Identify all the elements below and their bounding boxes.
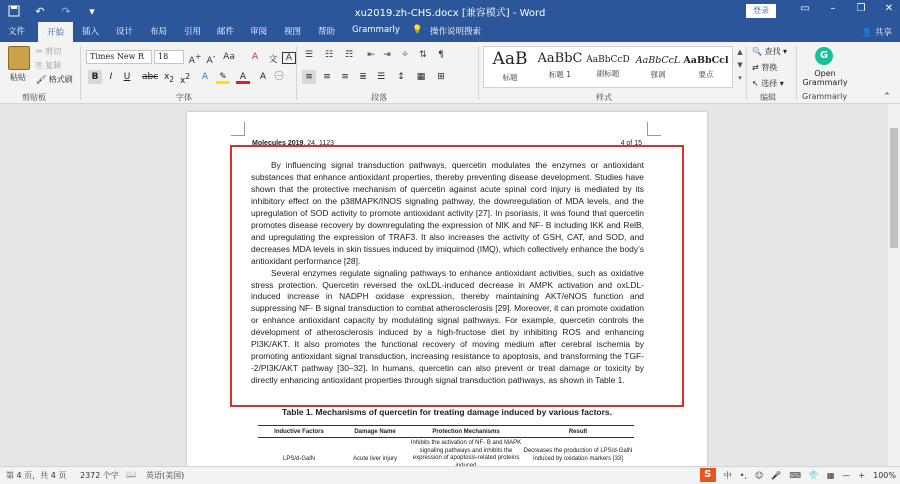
status-bar <box>0 466 900 484</box>
table-header: Result <box>568 429 588 435</box>
page-count[interactable]: 第 4 页，共 4 页 <box>6 471 67 480</box>
body-text[interactable] <box>251 160 644 387</box>
separator <box>80 46 81 100</box>
table-header: Damage Name <box>354 429 396 435</box>
italic-button[interactable]: I <box>109 72 113 82</box>
style-strong-sample: AaBbCcl <box>683 55 729 66</box>
grid-icon[interactable]: ▦ <box>826 470 835 480</box>
table-header: Protection Mechanisms <box>432 429 500 435</box>
bullets-icon[interactable]: ☰ <box>304 50 314 60</box>
align-left-icon[interactable]: ≡ <box>302 70 316 84</box>
separator <box>746 46 747 100</box>
font-size-select[interactable]: 18 <box>154 50 184 64</box>
header-volume: , 24, 1123 <box>303 140 335 147</box>
header-year: 2019 <box>287 140 304 147</box>
open-grammarly-button[interactable] <box>800 69 850 87</box>
table-cell: Decreases the production of LPS/d-GalN induced by oxidation markers [33] <box>523 448 633 462</box>
phonetic-icon[interactable]: 文 <box>268 55 278 65</box>
clear-format-icon[interactable]: A <box>251 52 259 62</box>
styles-scroll[interactable]: ▲ ▼ ▾ <box>737 48 743 82</box>
shrink-font-icon[interactable]: A- <box>206 52 216 66</box>
superscript-button[interactable]: $x^2$ <box>179 72 191 86</box>
tab-layout[interactable]: 布局 <box>150 27 168 37</box>
table-title: Table 1. Mechanisms of quercetin for treating damage induced by various factors. <box>281 407 612 417</box>
microphone-icon[interactable]: 🎤 <box>771 470 782 480</box>
style-subtitle-sample: AaBbCcD <box>586 55 630 65</box>
tab-insert[interactable]: 插入 <box>82 27 100 37</box>
replace-label: 替换 <box>761 63 778 72</box>
restore-icon[interactable]: ❐ <box>856 3 866 14</box>
increase-indent-icon[interactable]: ⇥ <box>383 50 391 60</box>
tab-design[interactable]: 设计 <box>116 27 134 37</box>
tab-home[interactable]: 开始 <box>38 22 73 42</box>
proofing-icon[interactable]: 📖 <box>126 470 136 479</box>
decrease-indent-icon[interactable]: ⇤ <box>367 50 375 60</box>
open-grammarly-label: Open <box>814 69 836 78</box>
paste-icon[interactable] <box>8 46 30 70</box>
ime-mode[interactable]: 中 <box>723 470 732 480</box>
editing-group-label: 编辑 <box>760 93 776 102</box>
scrollbar-thumb[interactable] <box>890 128 898 248</box>
distributed-icon[interactable]: ☰ <box>376 72 386 82</box>
font-color-icon[interactable]: A <box>236 70 250 84</box>
font-group-label: 字体 <box>176 93 192 102</box>
select-label: 选择 <box>761 79 778 88</box>
tab-help[interactable]: 帮助 <box>318 27 336 37</box>
cursor-icon: ↖ <box>752 79 759 88</box>
multilevel-list-icon[interactable]: ☶ <box>344 50 354 60</box>
zoom-slider[interactable]: — <box>842 470 851 480</box>
table-header: Inductive Factors <box>274 429 324 435</box>
style-subtitle-name: 副标题 <box>596 69 620 78</box>
select-button[interactable]: ↖ 选择 ▾ <box>752 79 784 88</box>
ribbon-display-icon[interactable]: ▭ <box>800 3 810 14</box>
ribbon <box>0 42 900 104</box>
styles-group-label: 样式 <box>596 93 612 102</box>
find-label: 查找 <box>764 47 781 56</box>
style-strong-name: 要点 <box>698 70 714 79</box>
style-heading1-name: 标题 1 <box>548 70 572 79</box>
grammarly-group-label: Grammarly <box>802 92 848 101</box>
customize-icon[interactable]: ▾ <box>89 4 95 18</box>
tab-mailings[interactable]: 邮件 <box>217 27 235 37</box>
format-painter-label: 格式刷 <box>48 75 73 84</box>
vertical-scrollbar[interactable] <box>888 104 900 466</box>
text-effects-icon[interactable]: A <box>201 72 209 82</box>
table-header-row <box>258 426 634 438</box>
replace-icon: ⇄ <box>752 63 759 72</box>
subscript-button[interactable]: $x_2$ <box>163 72 175 84</box>
numbering-icon[interactable]: ☷ <box>324 50 334 60</box>
ime-logo-icon[interactable]: S <box>700 468 716 482</box>
tab-view[interactable]: 视图 <box>284 27 302 37</box>
style-strong[interactable] <box>682 49 730 87</box>
copy-button[interactable]: ⎘ 复制 <box>36 61 61 70</box>
tab-references[interactable]: 引用 <box>184 27 202 37</box>
style-subtitle[interactable] <box>584 49 632 87</box>
paragraph-1[interactable]: By influencing signal transduction pathways, quercetin modulates the enzymes or antioxidant substances that enhance antioxidant properties, thereby preventing disease development. Studies have shown that the protective mechanism of quercetin against acute spinal cord injury is mediated by its inhibitory effect on the p38MAPK/INOS signaling pathway, the downregulation of MDA levels, and the upregulation of SOD activity to promote antioxidant activity [27]. In psoriasis, it was found that quercetin promotes disease recovery by downregulating the expression of NIK and NF- B including IKK and RelB, and upregulating the expression of TRAF3. It also increases the activity of GSH, CAT, and SOD, and decreases MDA levels in skin tissues induced by imiquimod (IMQ), which collectively enhance the body’s antioxidant performance [28]. <box>251 160 644 266</box>
styles-gallery <box>483 46 733 88</box>
crop-mark <box>647 122 661 136</box>
keyboard-icon[interactable]: ⌨ <box>789 470 801 480</box>
ribbon-tabs <box>0 22 900 42</box>
lightbulb-icon: 💡 <box>412 25 423 35</box>
show-marks-icon[interactable]: ¶ <box>438 50 444 60</box>
tab-file[interactable]: 文件 <box>8 27 26 37</box>
paste-button[interactable]: 粘贴 <box>10 73 26 82</box>
mechanisms-table <box>258 425 634 470</box>
word-count[interactable]: 2372 个字 <box>80 471 119 480</box>
borders-icon[interactable]: ⊞ <box>437 72 445 82</box>
highlight-icon[interactable]: ✎ <box>216 70 230 84</box>
open-grammarly-label2: Grammarly <box>802 78 848 87</box>
minimize-icon[interactable]: – <box>830 3 836 14</box>
search-icon: 🔍 <box>752 47 762 56</box>
language-indicator[interactable]: 英语(美国) <box>146 471 185 480</box>
style-emphasis-sample: AaBbCcL <box>635 55 681 66</box>
cut-label: 剪切 <box>45 47 62 56</box>
undo-icon[interactable]: ↶ <box>35 4 45 18</box>
copy-label: 复制 <box>44 61 61 70</box>
tell-me-search[interactable]: 操作说明搜索 <box>430 27 482 37</box>
clipboard-group-label: 剪贴板 <box>22 93 46 102</box>
collapse-ribbon-icon[interactable]: ⌃ <box>883 92 891 102</box>
skin-icon[interactable]: 👕 <box>808 470 819 480</box>
punctuation-icon[interactable]: •, <box>739 470 748 480</box>
emoji-icon[interactable]: ☺ <box>755 470 764 480</box>
cut-button[interactable]: ✂ 剪切 <box>36 47 62 56</box>
share-button[interactable] <box>862 26 892 38</box>
paragraph-group-label: 段落 <box>371 93 387 102</box>
close-icon[interactable]: ✕ <box>884 3 894 14</box>
char-border-icon[interactable]: A <box>282 52 296 64</box>
person-icon: 👤 <box>861 28 873 38</box>
find-button[interactable]: 🔍 查找 ▾ <box>752 47 788 56</box>
style-emphasis[interactable] <box>634 49 682 87</box>
align-center-icon[interactable]: ≡ <box>323 72 331 82</box>
line-spacing-icon[interactable]: ↕ <box>397 72 405 82</box>
table-cell: LPS/d-GalN <box>282 456 315 462</box>
align-right-icon[interactable]: ≡ <box>341 72 349 82</box>
format-painter-button[interactable]: 🖌 格式刷 <box>36 75 73 84</box>
title-bar <box>0 0 900 22</box>
para-shading-icon[interactable]: ▦ <box>416 72 426 82</box>
replace-button[interactable] <box>752 62 777 73</box>
header-page-number: 4 of 15 <box>620 140 642 147</box>
document-title: xu2019.zh-CHS.docx [兼容模式] - Word <box>354 8 546 19</box>
underline-button[interactable]: U <box>123 72 131 82</box>
header-journal: Molecules <box>252 140 286 147</box>
paragraph-2[interactable]: Several enzymes regulate signaling pathways to enhance antioxidant activities, such as oxidative stress protection. Quercetin reversed the oxLDL-induced decrease in AMPK activation and oxLDL-induced increase in NADPH oxidase expression, thereby maintaining AKT/eNOS function and suppressing NF- B signal transduction to combat atherosclerosis [29]. Moreover, it can promote oxidation or enhance antioxidant capacity by modulating signal pathways. For example, quercetin controls the development of atherosclerosis induced by a high-fructose diet by inhibiting ROS and enhancing PI3K/AKT. It also promotes the functional recovery of moving medium after cerebral ischemia by promoting antioxidant signal transduction, increasing resistance to apoptosis, and transforming the TGF- -2/PI3K/AKT pathway [30–32]. In humans, quercetin can also prevent or treat damage or toxicity by directly enhancing antioxidant properties through signal transduction pathways, as shown in Table 1. <box>251 267 644 386</box>
tab-review[interactable]: 审阅 <box>250 27 268 37</box>
sort-icon[interactable]: ⇅ <box>419 50 427 60</box>
enclose-char-icon[interactable]: ㊀ <box>274 72 284 82</box>
table-cell: Inhibits the activation of NF- B and MAPK signaling pathways and inhibits the expression of apoptosis-related proteins <box>410 440 522 461</box>
justify-icon[interactable]: ≣ <box>359 72 367 82</box>
separator <box>296 46 297 100</box>
grow-font-icon[interactable]: A+ <box>188 52 202 66</box>
style-title-sample: AaB <box>492 49 528 69</box>
strikethrough-button[interactable]: abc <box>142 72 159 82</box>
table-cell: Acute liver injury <box>352 456 397 462</box>
style-emphasis-name: 强调 <box>650 70 666 79</box>
change-case-icon[interactable]: Aa <box>223 52 235 62</box>
shading-icon[interactable]: A <box>259 72 267 82</box>
zoom-in-icon[interactable]: + <box>858 470 866 480</box>
style-title[interactable] <box>486 49 534 87</box>
grammarly-icon[interactable]: G <box>815 47 833 65</box>
style-heading1[interactable] <box>536 49 584 87</box>
login-button[interactable]: 登录 <box>746 4 776 18</box>
tab-grammarly[interactable]: Grammarly <box>352 25 400 35</box>
redo-icon[interactable]: ↷ <box>61 4 71 18</box>
crop-mark <box>231 122 245 136</box>
zoom-level[interactable]: 100% <box>873 470 896 480</box>
separator <box>478 46 479 100</box>
style-title-name: 标题 <box>502 73 518 82</box>
share-label: 共享 <box>874 28 892 38</box>
font-name-select[interactable]: Times New R <box>86 50 152 64</box>
separator <box>796 46 797 100</box>
bold-button[interactable]: B <box>88 70 102 84</box>
style-heading1-sample: AaBbC <box>537 51 583 66</box>
chinese-layout-icon[interactable]: ✧ <box>401 50 409 60</box>
